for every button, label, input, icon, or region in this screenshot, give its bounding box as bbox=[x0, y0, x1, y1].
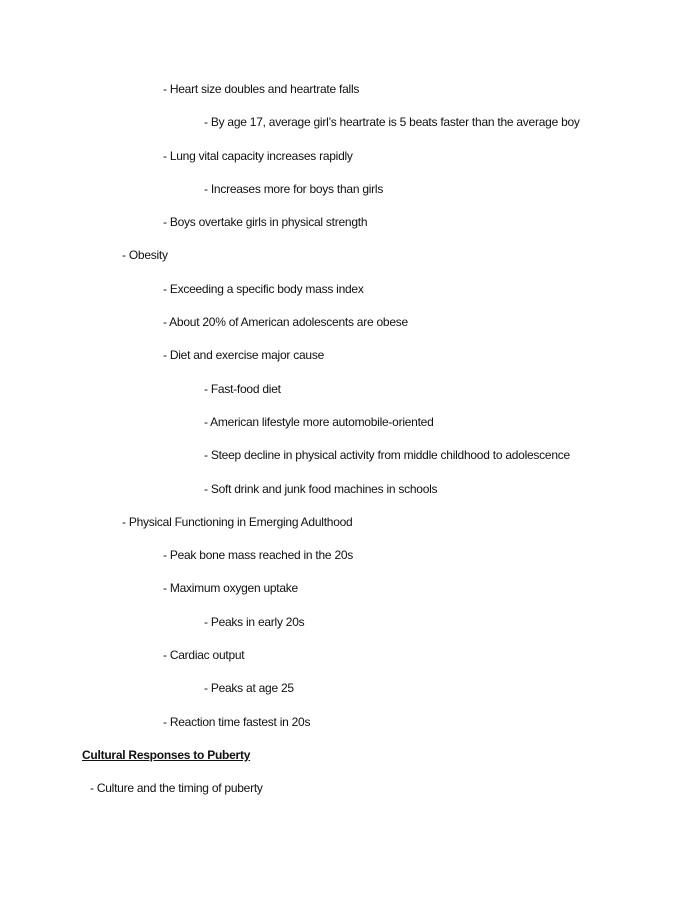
bullet-item: - By age 17, average girl’s heartrate is 5 beats faster than the average boy bbox=[204, 115, 580, 130]
bullet-item: - Diet and exercise major cause bbox=[163, 348, 324, 363]
bullet-item: - Increases more for boys than girls bbox=[204, 181, 384, 196]
bullet-item: - Culture and the timing of puberty bbox=[90, 781, 263, 796]
bullet-item: - About 20% of American adolescents are obese bbox=[163, 315, 408, 330]
bullet-item: - Fast-food diet bbox=[204, 381, 281, 396]
bullet-item: - Obesity bbox=[122, 248, 168, 263]
bullet-item: - Peaks in early 20s bbox=[204, 614, 305, 629]
bullet-item: - Peak bone mass reached in the 20s bbox=[163, 548, 354, 563]
bullet-item: - American lifestyle more automobile-oriented bbox=[204, 414, 434, 429]
bullet-item: - Boys overtake girls in physical strength bbox=[163, 215, 368, 230]
bullet-item: - Maximum oxygen uptake bbox=[163, 581, 298, 596]
bullet-item: - Heart size doubles and heartrate falls bbox=[163, 82, 360, 96]
bullet-item: - Physical Functioning in Emerging Adulthood bbox=[122, 514, 353, 529]
document-page bbox=[0, 73, 696, 806]
bullet-item: - Lung vital capacity increases rapidly bbox=[163, 148, 353, 163]
bullet-item: - Cardiac output bbox=[163, 648, 245, 663]
bullet-item: - Peaks at age 25 bbox=[204, 681, 294, 696]
bullet-item: - Exceeding a specific body mass index bbox=[163, 281, 364, 296]
bullet-item: - Steep decline in physical activity from middle childhood to adolescence bbox=[204, 448, 570, 463]
bullet-item: - Reaction time fastest in 20s bbox=[163, 714, 311, 729]
section-heading: Cultural Responses to Puberty bbox=[82, 747, 251, 762]
bullet-item: - Soft drink and junk food machines in schools bbox=[204, 481, 438, 496]
